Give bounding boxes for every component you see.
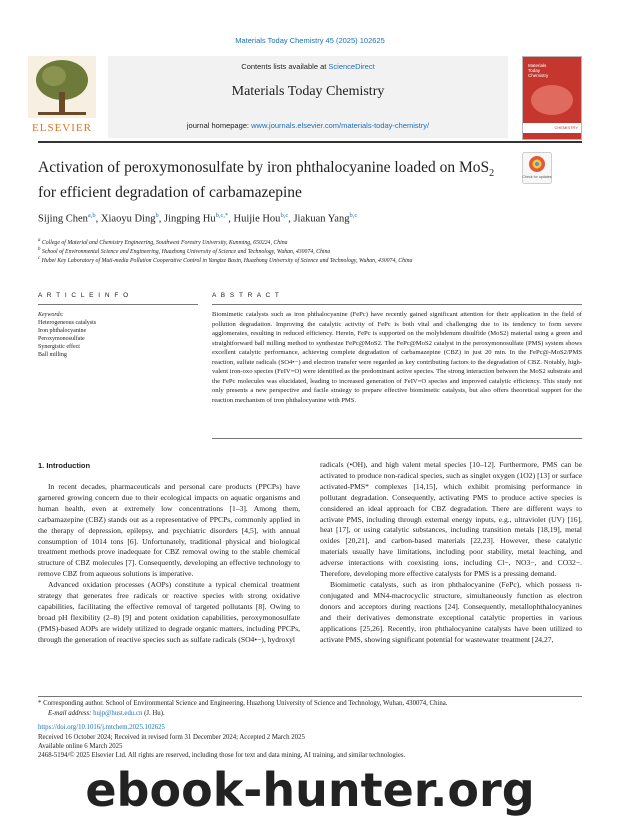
left-column: [38, 482, 300, 646]
keywords-label: Keywords:: [38, 312, 64, 318]
keyword-item: Iron phthalocyanine: [38, 328, 87, 334]
footnote-rule: [38, 696, 582, 697]
author-name[interactable]: Xiaoyu Ding: [100, 213, 156, 225]
doi-link[interactable]: https://doi.org/10.1016/j.mtchem.2025.102625: [38, 724, 165, 731]
cover-title: Materials Today Chemistry: [528, 63, 549, 78]
article-info-rule: [38, 304, 198, 305]
keyword-item: Heterogeneous catalysts: [38, 320, 97, 326]
right-column: [320, 460, 582, 645]
abstract-text: Biomimetic catalysts such as iron phthalocyanine (FePc) have recently gained significant attention for their application in the field of pollution degradation. Improving the catalytic activity of FePc is both vital and challenging due to its tendency to form severe agglomerates, resulting in reduced efficiency. Herein, FePc is supported on the molybdenum disulfide (MoS2) material using a green and straightforward ball milling method to synthesize FePc@MoS2. The FePc@MoS2 catalyst in the peroxymonosulfate (PMS) system shows excellent catalytic performance, achieving complete degradation of carbamazepine (CBZ) in just 20 min. In the FePc@-MoS2/PMS reaction, sulfate radicals (SO4•−) and electron transfer were regarded as key contributing factors to the degradation of CBZ. Notably, high-valent iron-oxo species (FeIV=O) were identified as the predominant active species. The strong interaction between the MoS2 substrate and the FePc molecules was elucidated, leading to increased generation of FeIV=O species and improved catalytic efficiency. This study not only presents a new perspective and facile strategy to prepare effective biomimetic catalysts, but also offers theoretical support for the reaction mechanism of iron phthalocyanine with PMS.: [212, 311, 582, 404]
author-affiliation-marker[interactable]: b: [155, 212, 159, 219]
homepage-link[interactable]: www.journals.elsevier.com/materials-today-chemistry/: [251, 121, 430, 130]
author-name[interactable]: Huijie Hou: [233, 213, 281, 225]
author-affiliation-marker[interactable]: b,c,*: [215, 212, 229, 219]
author-separator: ,: [288, 213, 294, 225]
paragraph: Advanced oxidation processes (AOPs) constitute a typical chemical treatment strategy that generates free radicals or reactive species with strong oxidative capabilities, facilitating the effective removal of targeted pollutants [8]. Owing to broad pH flexibility (2–8) [9] and potent oxidation capabilities, peroxymonosulfate (PMS)-based AOPs are widely utilized to degrade organic matters, including PPCPs, through the generation of reactive species such as sulfate radicals (SO4•−), hydroxyl: [38, 580, 300, 644]
elsevier-logo: [22, 56, 102, 138]
author-name[interactable]: Jingping Hu: [163, 213, 216, 225]
author-affiliation-marker[interactable]: b,c: [349, 212, 358, 219]
author-separator: ,: [158, 213, 164, 225]
publisher-name: ELSEVIER: [32, 122, 92, 134]
cover-strip: CHEMISTRY: [523, 123, 581, 133]
article-title: Activation of peroxymonosulfate by iron phthalocyanine loaded on MoS$_2$ for efficient degradation of carbamazepine: [38, 159, 495, 202]
email-line: E-mail address: hujp@hust.edu.cn (J. Hu).: [48, 710, 165, 717]
cover-image: [531, 85, 573, 115]
received-dates: Received 16 October 2024; Received in revised form 31 December 2024; Accepted 2 March 2025: [38, 734, 305, 741]
paragraph: Biomimetic catalysts, such as iron phthalocyanine (FePc), which possess π-conjugated and MN4-macrocyclic structure, simultaneously function as electron donors and acceptors during reactions [24]. Consequently, metallophthalocyanines and their derivatives demonstrate exceptional catalytic properties in various applications [25,26]. Recently, iron phthalocyanine catalysts have been utilized to activate PMS, showing significant potential for wastewater treatment [24,27,: [320, 579, 582, 644]
available-online: Available online 6 March 2025: [38, 743, 123, 750]
introduction-heading: 1. Introduction: [38, 461, 91, 470]
author-name[interactable]: Sijing Chen: [38, 213, 88, 225]
watermark-text: ebook-hunter.org: [85, 763, 535, 817]
author-separator: ,: [95, 213, 101, 225]
article-info-heading: A R T I C L E I N F O: [38, 292, 130, 299]
keyword-item: Ball milling: [38, 352, 67, 358]
affiliation-a: $^a$ College of Material and Chemistry Engineering, Southwest Forestry University, Kunming, 650224, China: [38, 238, 288, 246]
svg-text:Check for updates: Check for updates: [522, 175, 552, 179]
journal-cover: [522, 56, 582, 140]
paragraph: In recent decades, pharmaceuticals and personal care products (PPCPs) have garnered growing concern due to their ecological impacts on aquatic organisms and human health, even at extremely low concentrations [1–3]. Among them, carbamazepine (CBZ) stands out as a representative of PPCPs, commonly applied in the therapy of depression, epilepsy, and psychiatric disorders [4,5], with annual consumption of 1014 tons [6]. Unfortunately, traditional physical and biological treatment methods prove inadequate for CBZ removal owing to the stable chemical structure of CBZ molecules [7]. Consequently, developing an effective technology to remove CBZ from aqueous solutions is imperative.: [38, 482, 300, 579]
affiliation-c: $^c$ Hubei Key Laboratory of Muti-media Pollution Cooperative Control in Yangtze Basin, Huazhong University of Science and Technology, Wuhan, 430074, China: [38, 256, 413, 264]
abstract-rule: [212, 304, 582, 305]
abstract-heading: A B S T R A C T: [212, 292, 281, 299]
homepage-prefix: journal homepage:: [186, 121, 252, 130]
keyword-item: Synergistic effect: [38, 344, 80, 350]
paragraph: radicals (•OH), and high valent metal species [10–12]. Furthermore, PMS can be activated to produce non-radical species, such as singlet oxygen (1O2) [13] or surface activated-PMS* complexes [14,15], which exhibit promising performance in pollutant degradation. Consequently, activating PMS to produce active species is considered an ideal approach for CBZ degradation. There are different ways to activate PMS, including through external energy inputs, e.g., ultraviolet (UV) [16], heat [17], or using catalytic substances, including transition metals [18,19], metal oxides [20,21], and carbon-based materials [22,23]. However, these catalytic materials usually have limitations, including poor stability, metal leaching, and adverse interactions with coexisting ions, including Cl−, NO3−, and CO32−. Therefore, developing more effective catalysts for PMS is a pressing demand.: [320, 460, 582, 579]
contents-line: [108, 62, 508, 71]
copyright-line: 2468-5194/© 2025 Elsevier Ltd. All rights are reserved, including those for text and data mining, AI training, and similar technologies.: [38, 752, 406, 759]
corresponding-author-note: * Corresponding author. School of Environmental Science and Engineering, Huazhong University of Science and Technology, Wuhan, 430074, China.: [38, 700, 448, 707]
author-name[interactable]: Jiakuan Yang: [293, 213, 350, 225]
header-rule: [38, 141, 582, 143]
journal-reference[interactable]: Materials Today Chemistry 45 (2025) 102625: [235, 36, 385, 45]
author-list: [38, 212, 578, 225]
author-separator: ,: [228, 213, 234, 225]
author-affiliation-marker[interactable]: b,c: [280, 212, 289, 219]
journal-name: Materials Today Chemistry: [231, 84, 385, 99]
homepage-line: [108, 121, 508, 130]
elsevier-tree-icon: [28, 56, 96, 118]
check-for-updates-icon[interactable]: [522, 152, 552, 184]
keyword-item: Peroxymonosulfate: [38, 336, 85, 342]
abstract-bottom-rule: [212, 438, 582, 439]
author-affiliation-marker[interactable]: a,b: [87, 212, 96, 219]
contents-prefix: Contents lists available at: [241, 62, 329, 71]
affiliation-b: $^b$ School of Environmental Science and Engineering, Huazhong University of Science and Technology, Wuhan, 430074, China: [38, 247, 331, 255]
email-link[interactable]: hujp@hust.edu.cn: [93, 710, 143, 717]
sciencedirect-link[interactable]: ScienceDirect: [328, 62, 375, 71]
